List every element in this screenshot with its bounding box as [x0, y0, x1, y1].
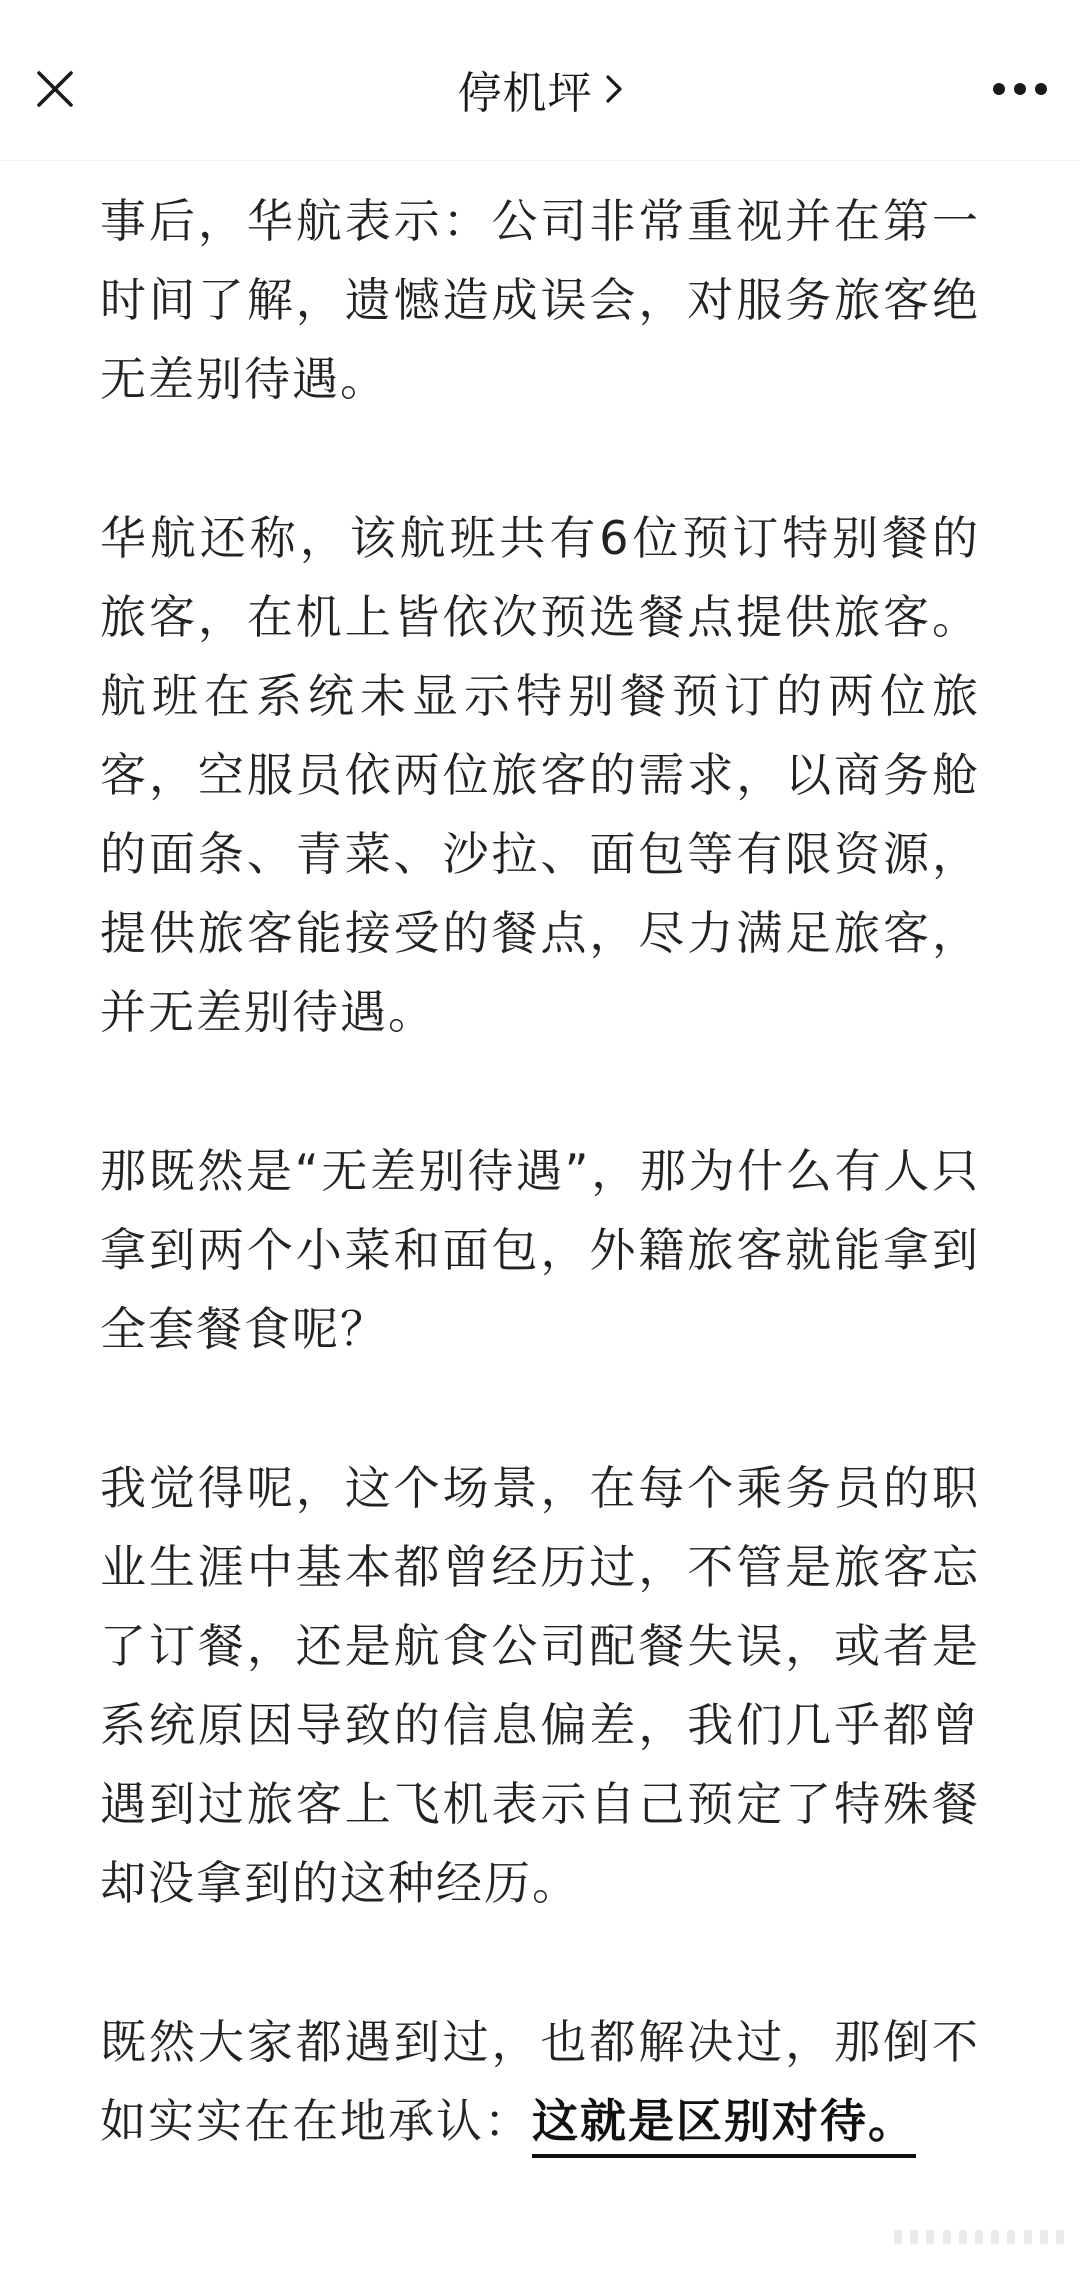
close-icon [35, 69, 75, 109]
article-paragraph-1: 事后，华航表示：公司非常重视并在第一时间了解，遗憾造成误会，对服务旅客绝无差别待遇。 [100, 194, 980, 406]
article-body [100, 182, 980, 2161]
article-paragraph-2: 华航还称，该航班共有6位预订特别餐的旅客，在机上皆依次预选餐点提供旅客。航班在系统未显示特别餐预订的两位旅客，空服员依两位旅客的需求，以商务舱的面条、青菜、沙拉、面包等有限资源，提供旅客能接受的餐点，尽力满足旅客，并无差别待遇。 [100, 511, 980, 1039]
article-paragraph-5 [100, 2003, 980, 2161]
chevron-right-icon [605, 74, 623, 104]
article-paragraph-4: 我觉得呢，这个场景，在每个乘务员的职业生涯中基本都曾经历过，不管是旅客忘了订餐，还是航食公司配餐失误，或者是系统原因导致的信息偏差，我们几乎都曾遇到过旅客上飞机表示自己预定了特殊餐却没拿到的这种经历。 [100, 1461, 980, 1910]
close-button[interactable] [22, 56, 88, 122]
scroll-indicator [894, 2230, 1064, 2244]
article-paragraph-3: 那既然是“无差别待遇”，那为什么有人只拿到两个小菜和面包，外籍旅客就能拿到全套餐食呢？ [100, 1144, 980, 1356]
top-nav-bar [0, 0, 1080, 161]
emphasis-text: 这就是区别对待。 [532, 2094, 916, 2158]
page-title-link[interactable] [340, 56, 740, 122]
page-title: 停机坪 [457, 68, 593, 119]
more-horizontal-icon [992, 82, 1048, 96]
article-paragraph-5-text: 既然大家都遇到过，也都解决过，那倒不如实实在在地承认： [100, 2015, 980, 2148]
more-options-button[interactable] [980, 56, 1060, 122]
